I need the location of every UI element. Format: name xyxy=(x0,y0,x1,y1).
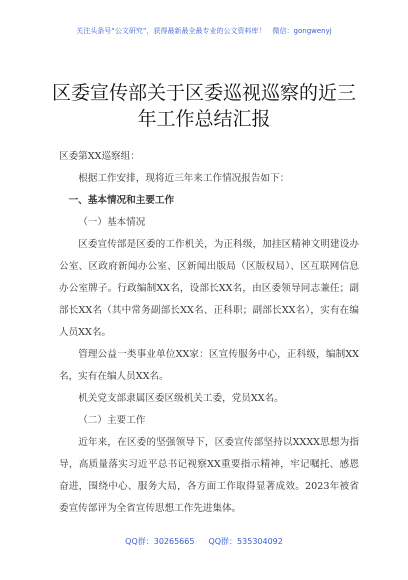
paragraph-public-institution: 管理公益一类事业单位XX家：区宣传服务中心，正科级，编制XX名，实有在编人员XX名。 xyxy=(59,349,359,382)
footer-contact xyxy=(0,536,408,547)
paragraph-basic-info: 区委宣传部是区委的工作机关，为正科级，加挂区精神文明建设办公室、区政府新闻办公室、区新闻出版局（区版权局）、区互联网信息办公室牌子。行政编制XX名，设部长XX名，由区委领导同志兼任；副部长XX名（其中常务副部长XX名、正科职；副部长XX名），实有在编人员XX名。 xyxy=(59,239,359,338)
paragraph-main-work: 近年来，在区委的坚强领导下，区委宣传部坚持以XXXX思想为指导，高质量落实习近平总书记视察XX重要指示精神，牢记嘱托、感恩奋进，围绕中心、服务大局，各方面工作取得显著成效。2023年被省委宣传部评为全省宣传思想工作先进集体。 xyxy=(59,437,359,514)
footer-qq-group-2: QQ群：535304092 xyxy=(208,537,283,546)
subsection1-heading: （一）基本情况 xyxy=(78,217,146,228)
subsection2-heading: （二）主要工作 xyxy=(78,415,146,426)
document-title xyxy=(40,80,368,132)
document-title-line2: 年工作总结汇报 xyxy=(137,108,271,130)
header-promo-note: 关注头条号“公文研究”，获得最新最全最专业的公文资料库！ 微信：gongwenyj xyxy=(76,27,332,35)
intro-paragraph: 根据工作安排，现将近三年来工作情况报告如下： xyxy=(78,173,290,184)
footer-qq-group-1: QQ群：30265665 xyxy=(125,537,195,546)
section1-heading: 一、基本情况和主要工作 xyxy=(68,195,175,206)
salutation: 区委第XX巡察组： xyxy=(59,151,140,162)
document-body xyxy=(59,146,359,520)
paragraph-party-branch: 机关党支部隶属区委区级机关工委，党员XX名。 xyxy=(78,393,284,404)
document-title-line1: 区委宣传部关于区委巡视巡察的近三 xyxy=(51,82,356,104)
